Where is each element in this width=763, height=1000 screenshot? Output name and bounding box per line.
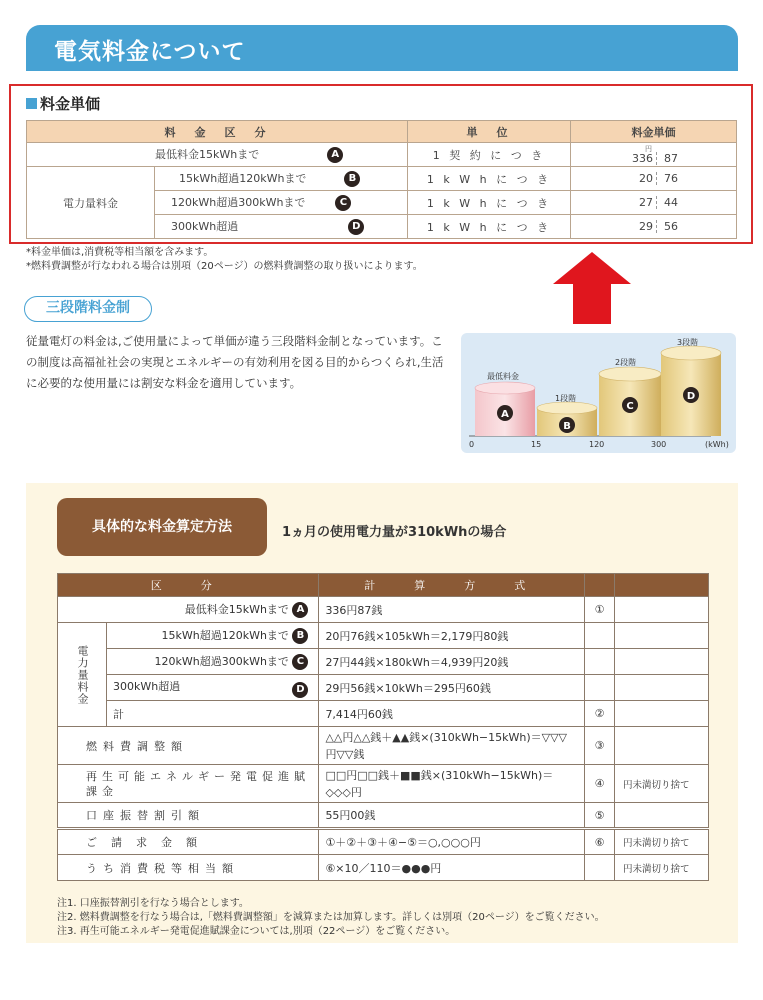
- table-row: 120kWh超過300kWhまで C 27円44銭×180kWh＝4,939円20銭: [58, 649, 709, 675]
- table-row: 口座振替割引額 55円00銭 ⑤: [58, 803, 709, 829]
- axis-tick-2: 120: [589, 440, 605, 449]
- table-row: 計 7,414円60銭 ②: [58, 701, 709, 727]
- axis-tick-0: 0: [469, 440, 475, 449]
- rate-row: 120kWh超過300kWhまで C 1 k W h に つ き 27 44: [27, 191, 737, 215]
- sandan-text: 従量電灯の料金は,ご使用量によって単価が違う三段階料金制となっています。この制度は高福祉社会の実現とエネルギーの有効利用を図る目的からつくられ,生活に必要的な使用量には割安な料金を適用しています。: [26, 334, 444, 390]
- rate-heading: 料金単価: [26, 93, 100, 114]
- rate-row: 電力量料金 15kWh超過120kWhまで B 1 k W h に つ き 20 76: [27, 167, 737, 191]
- calc-title: 具体的な料金算定方法: [57, 498, 267, 556]
- calc-table: [57, 573, 709, 881]
- rate-header-category: 料 金 区 分: [27, 121, 408, 143]
- badge-b-icon: B: [292, 628, 308, 644]
- table-row: うち消費税等相当額 ⑥×10／110＝●●●円 円未満切り捨て: [58, 855, 709, 881]
- tier-badge-c-icon: C: [626, 401, 634, 412]
- page-title: 電気料金について: [54, 39, 246, 65]
- badge-c-icon: C: [292, 654, 308, 670]
- tier-label-2: 2段階: [615, 358, 637, 367]
- rate-category: 電力量料金: [27, 167, 155, 239]
- calc-header-category: 区 分: [58, 574, 319, 597]
- tier-label-0: 最低料金: [487, 372, 519, 381]
- sandan-label: 三段階料金制: [24, 296, 152, 322]
- tier-badge-b-icon: B: [563, 421, 571, 432]
- tier-badge-a-icon: A: [501, 409, 509, 420]
- tier-label-3: 3段階: [677, 338, 699, 347]
- axis-tick-3: 300: [651, 440, 667, 449]
- tier-illustration: [461, 333, 736, 453]
- rate-table: [26, 120, 737, 239]
- rate-row: 300kWh超過 D 1 k W h に つ き 29 56: [27, 215, 737, 239]
- axis-tick-1: 15: [531, 440, 542, 449]
- table-row: 燃料費調整額 △△円△△銭＋▲▲銭×(310kWh−15kWh)＝▽▽▽円▽▽銭 ③: [58, 727, 709, 765]
- calc-notes: 注1. 口座振替割引を行なう場合とします。 注2. 燃料費調整を行なう場合は,「燃料費調整額」を減算または加算します。詳しくは別項（20ページ）をご覧ください。 注3. 再生可能エネルギー発電促進賦課金については,別項（22ページ）をご覧ください。: [57, 898, 605, 937]
- table-row: 300kWh超過 D 29円56銭×10kWh＝295円60銭: [58, 675, 709, 701]
- badge-d-icon: D: [348, 219, 364, 235]
- calc-category: 電力量料金: [58, 623, 107, 727]
- calc-subtitle: 1ヵ月の使用電力量が310kWhの場合: [282, 525, 507, 540]
- rate-notes: *料金単価は,消費税等相当額を含みます。 *燃料費調整が行なわれる場合は別項（20ページ）の燃料費調整の取り扱いによります。: [26, 247, 423, 272]
- badge-c-icon: C: [335, 195, 351, 211]
- badge-a-icon: A: [292, 602, 308, 618]
- square-bullet-icon: [26, 98, 37, 109]
- table-row: 再生可能エネルギー発電促進賦課金 □□円□□銭＋■■銭×(310kWh−15kWh)＝◇◇◇円 ④ 円未満切り捨て: [58, 765, 709, 803]
- tier-label-1: 1段階: [555, 394, 577, 403]
- up-arrow-icon: [553, 252, 631, 324]
- badge-b-icon: B: [344, 171, 360, 187]
- calc-header-formula: 計 算 方 式: [319, 574, 585, 597]
- page-header: [26, 25, 738, 71]
- table-row: ご請求金額 ①＋②＋③＋④−⑤＝○,○○○円 ⑥ 円未満切り捨て: [58, 829, 709, 855]
- axis-unit: (kWh): [705, 440, 729, 449]
- tier-badge-d-icon: D: [686, 391, 696, 402]
- badge-d-icon: D: [292, 682, 308, 698]
- rate-header-price: 料金単価: [571, 121, 737, 143]
- rate-row: 最低料金15kWhまで A 1 契 約 に つ き 円 336 87: [27, 143, 737, 167]
- badge-a-icon: A: [327, 147, 343, 163]
- table-row: 最低料金15kWhまで A 336円87銭 ①: [58, 597, 709, 623]
- table-row: 電力量料金 15kWh超過120kWhまで B 20円76銭×105kWh＝2,179円80銭: [58, 623, 709, 649]
- rate-header-unit: 単 位: [408, 121, 571, 143]
